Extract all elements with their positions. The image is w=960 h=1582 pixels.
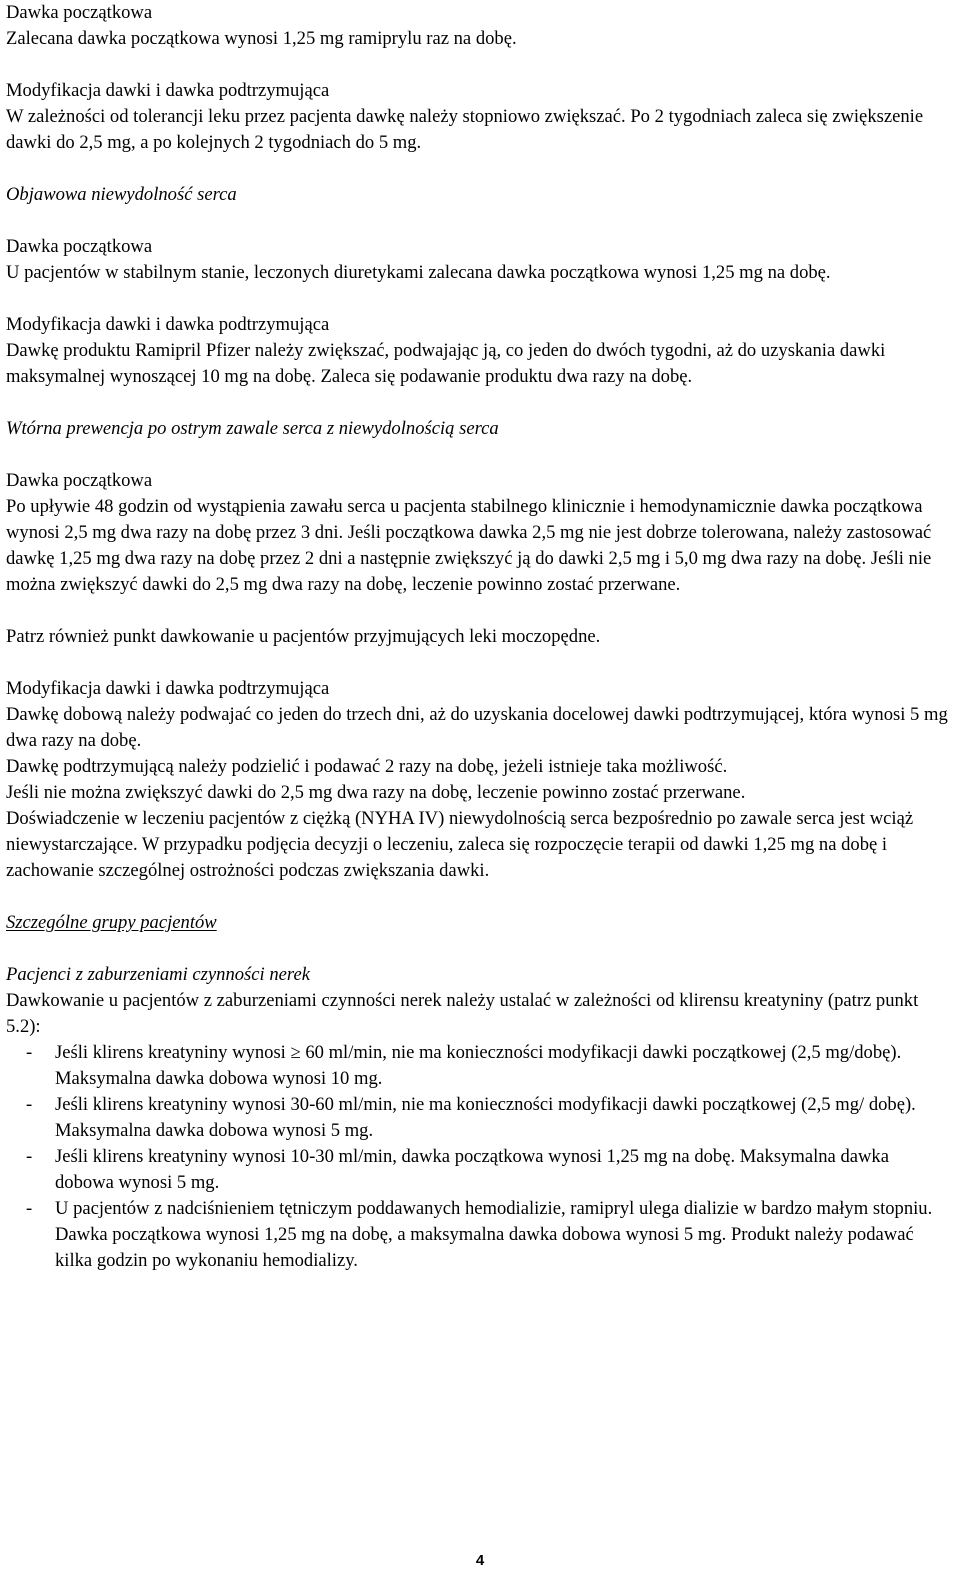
document-page (6, 0, 952, 1274)
section-title-special-populations: Szczególne grupy pacjentów (6, 912, 217, 933)
section-title-heart-failure: Objawowa niewydolność serca (6, 184, 237, 205)
page-number: 4 (475, 1552, 485, 1569)
paragraph-sp-dose-modification-1: Dawkę dobową należy podwajać co jeden do trzech dni, aż do uzyskania docelowej dawki podtrzymującej, która wynosi 5 mg dwa razy na dobę. (6, 704, 948, 751)
paragraph-hf-dose-modification: Dawkę produktu Ramipril Pfizer należy zwiększać, podwajając ją, co jeden do dwóch tygodni, aż do uzyskania dawki maksymalnej wynoszącej 10 mg na dobę. Zaleca się podawanie produktu dwa razy na dobę. (6, 340, 886, 387)
list-marker: - (26, 1198, 33, 1219)
paragraph-dose-modification: W zależności od tolerancji leku przez pacjenta dawkę należy stopniowo zwiększać. Po 2 tygodniach zaleca się zwiększenie dawki do 2,5 mg, a po kolejnych 2 tygodniach do 5 mg. (6, 106, 924, 153)
heading-initial-dose: Dawka początkowa (6, 2, 153, 23)
list-item-text: U pacjentów z nadciśnieniem tętniczym poddawanych hemodializie, ramipryl ulega dializie w bardzo małym stopniu. Dawka początkowa wynosi 1,25 mg na dobę, a maksymalna dawka dobowa wynosi 5 mg. Produkt należy podawać kilka godzin po wykonaniu hemodializy. (55, 1198, 933, 1271)
paragraph-initial-dose: Zalecana dawka początkowa wynosi 1,25 mg ramiprylu raz na dobę. (6, 28, 517, 49)
list-item-text: Jeśli klirens kreatyniny wynosi 30-60 ml/min, nie ma konieczności modyfikacji dawki początkowej (2,5 mg/ dobę). Maksymalna dawka dobowa wynosi 5 mg. (55, 1094, 916, 1141)
heading-dose-modification: Modyfikacja dawki i dawka podtrzymująca (6, 80, 330, 101)
paragraph-sp-dose-modification-4: Doświadczenie w leczeniu pacjentów z ciężką (NYHA IV) niewydolnością serca bezpośrednio po zawale serca jest wciąż niewystarczające. W przypadku podjęcia decyzji o leczeniu, zaleca się rozpoczęcie terapii od dawki 1,25 mg na dobę i zachowanie szczególnej ostrożności podczas zwiększania dawki. (6, 808, 914, 881)
list-marker: - (26, 1094, 33, 1115)
paragraph-sp-initial-dose: Po upływie 48 godzin od wystąpienia zawału serca u pacjenta stabilnego klinicznie i hemodynamicznie dawka początkowa wynosi 2,5 mg dwa razy na dobę przez 3 dni. Jeśli początkowa dawka 2,5 mg nie jest dobrze tolerowana, należy zastosować dawkę 1,25 mg dwa razy na dobę przez 2 dni a następnie zwiększyć ją do dawki 2,5 mg i 5,0 mg dwa razy na dobę. Jeśli nie można zwiększyć dawki do 2,5 mg dwa razy na dobę, leczenie powinno zostać przerwane. (6, 496, 932, 595)
heading-sp-initial-dose: Dawka początkowa (6, 470, 153, 491)
renal-dosing-list (6, 1040, 952, 1274)
list-item (6, 1144, 952, 1196)
subsection-title-renal-impairment: Pacjenci z zaburzeniami czynności nerek (6, 964, 310, 985)
list-item (6, 1196, 952, 1274)
section-title-secondary-prevention: Wtórna prewencja po ostrym zawale serca z niewydolnością serca (6, 418, 499, 439)
list-item-text: Jeśli klirens kreatyniny wynosi ≥ 60 ml/min, nie ma konieczności modyfikacji dawki początkowej (2,5 mg/dobę). Maksymalna dawka dobowa wynosi 10 mg. (55, 1042, 902, 1089)
paragraph-sp-dose-modification-2: Dawkę podtrzymującą należy podzielić i podawać 2 razy na dobę, jeżeli istnieje taka możliwość. (6, 756, 728, 777)
paragraph-hf-initial-dose: U pacjentów w stabilnym stanie, leczonych diuretykami zalecana dawka początkowa wynosi 1,25 mg na dobę. (6, 262, 831, 283)
list-marker: - (26, 1042, 33, 1063)
paragraph-renal-impairment: Dawkowanie u pacjentów z zaburzeniami czynności nerek należy ustalać w zależności od klirensu kreatyniny (patrz punkt 5.2): (6, 990, 919, 1037)
list-item-text: Jeśli klirens kreatyniny wynosi 10-30 ml/min, dawka początkowa wynosi 1,25 mg na dobę. Maksymalna dawka dobowa wynosi 5 mg. (55, 1146, 889, 1193)
list-item (6, 1092, 952, 1144)
list-marker: - (26, 1146, 33, 1167)
paragraph-sp-note: Patrz również punkt dawkowanie u pacjentów przyjmujących leki moczopędne. (6, 626, 601, 647)
heading-hf-initial-dose: Dawka początkowa (6, 236, 153, 257)
heading-sp-dose-modification: Modyfikacja dawki i dawka podtrzymująca (6, 678, 330, 699)
heading-hf-dose-modification: Modyfikacja dawki i dawka podtrzymująca (6, 314, 330, 335)
paragraph-sp-dose-modification-3: Jeśli nie można zwiększyć dawki do 2,5 mg dwa razy na dobę, leczenie powinno zostać przerwane. (6, 782, 746, 803)
list-item (6, 1040, 952, 1092)
